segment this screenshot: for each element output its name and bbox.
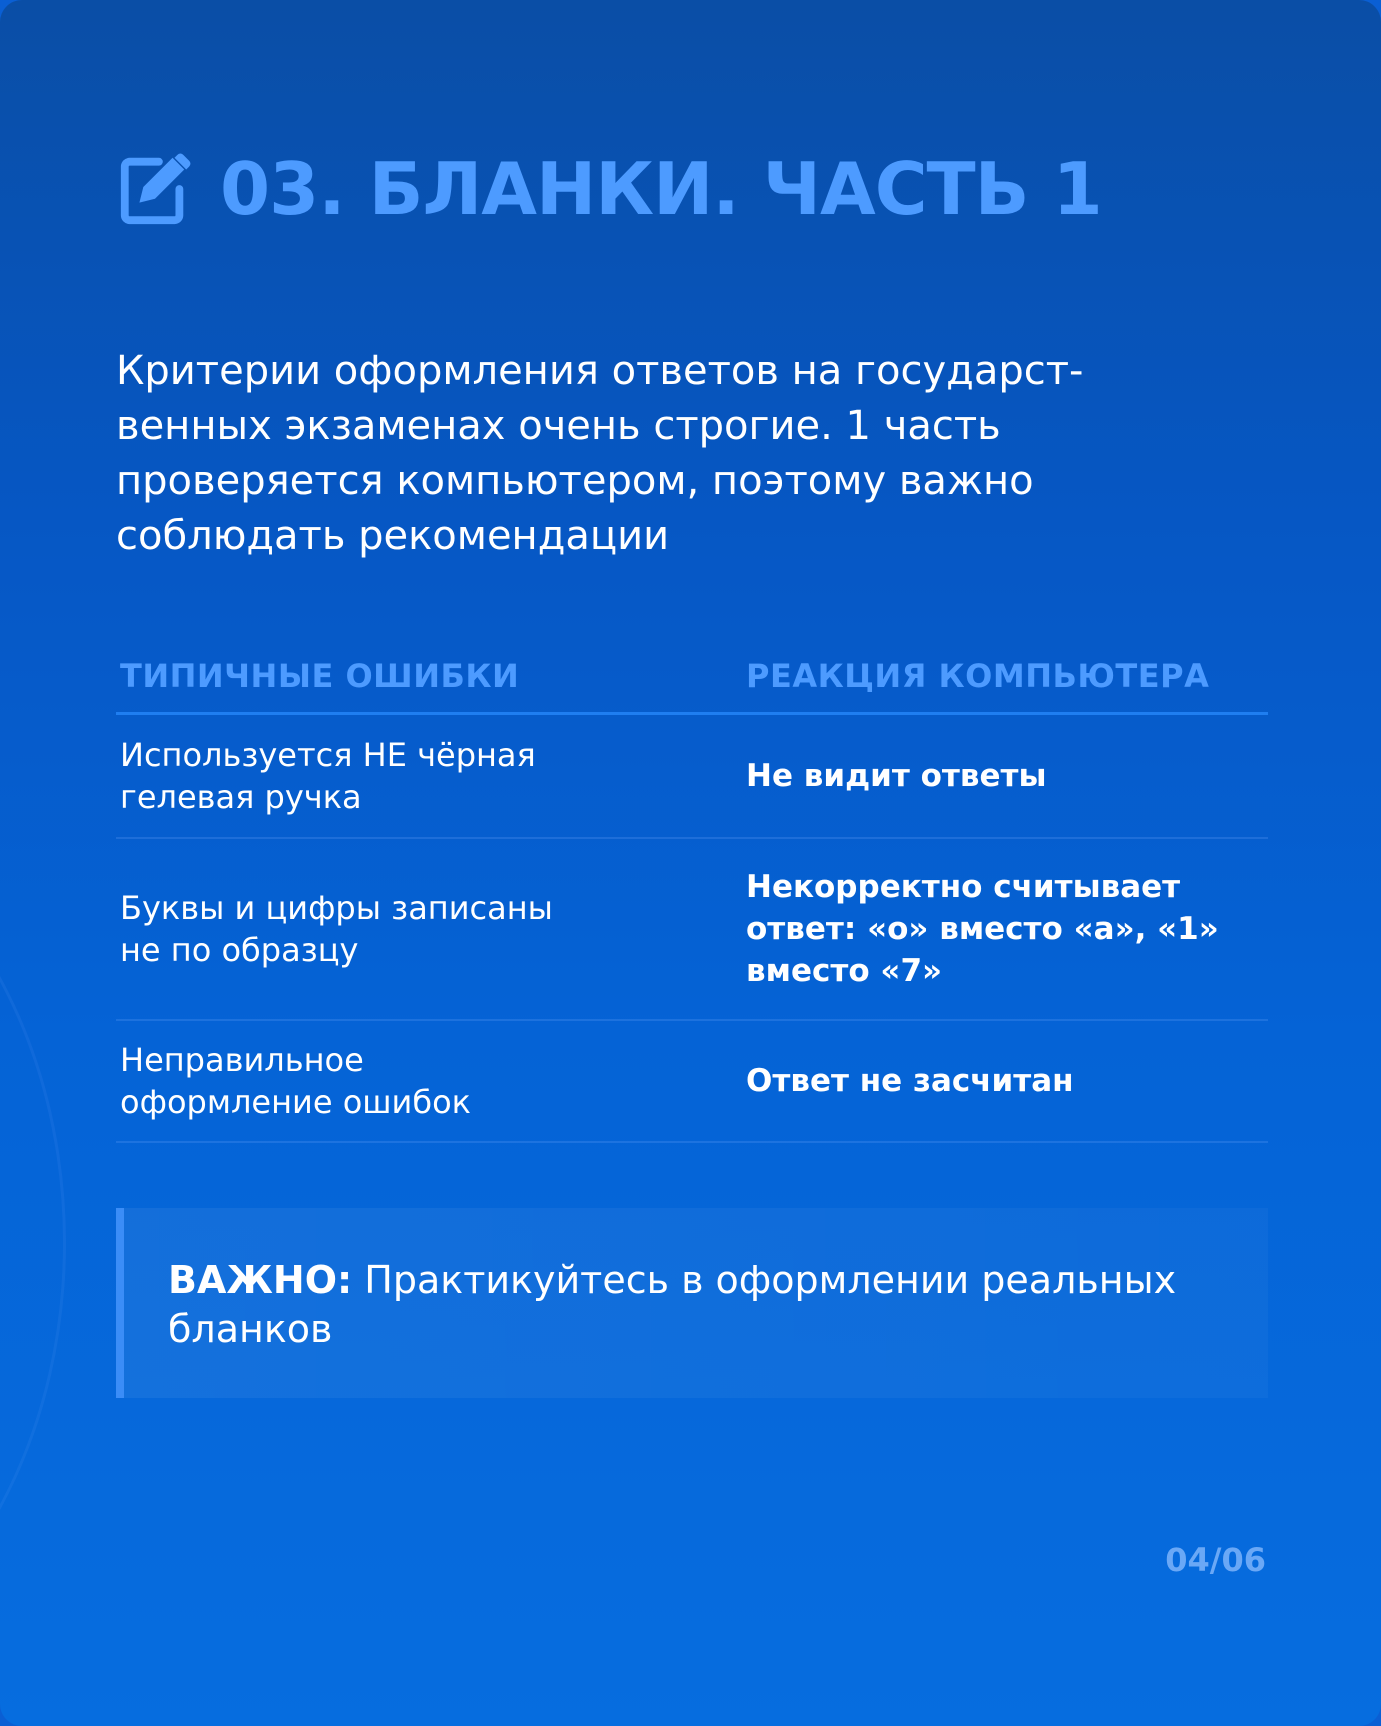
cell-line: Используется НЕ чёрная — [120, 736, 536, 774]
cell-line: вместо «7» — [746, 953, 943, 989]
important-callout — [116, 1208, 1268, 1398]
cell-line: гелевая ручка — [120, 778, 362, 816]
cell-line: Буквы и цифры записаны — [120, 889, 553, 927]
table-row — [116, 715, 1268, 839]
table-header — [116, 640, 1268, 715]
table-row — [116, 1021, 1268, 1143]
cell-line: Неправильное — [120, 1041, 364, 1079]
intro-line: соблюдать рекомендации — [116, 513, 670, 559]
reaction-cell — [746, 1060, 1268, 1102]
edit-icon — [116, 150, 194, 228]
cell-line: оформление ошибок — [120, 1083, 471, 1121]
cell-line: Не видит ответы — [746, 758, 1047, 794]
cell-line: Ответ не засчитан — [746, 1063, 1074, 1099]
mistakes-table — [116, 640, 1268, 1143]
table-row — [116, 839, 1268, 1021]
page-indicator: 04/06 — [1165, 1541, 1266, 1579]
background-arc — [0, 790, 66, 1696]
intro-line: венных экзаменах очень строгие. 1 часть — [116, 403, 1001, 449]
page-title: 03. БЛАНКИ. ЧАСТЬ 1 — [220, 147, 1102, 231]
cell-line: ответ: «о» вместо «а», «1» — [746, 911, 1219, 947]
important-label: ВАЖНО: — [168, 1258, 353, 1302]
mistake-cell — [116, 887, 746, 971]
mistake-cell — [116, 1039, 746, 1123]
important-text: Практикуйтесь в оформлении реальных бланков — [168, 1258, 1177, 1351]
intro-line: проверяется компьютером, поэтому важно — [116, 458, 1034, 504]
cell-line: не по образцу — [120, 931, 359, 969]
column-header-reaction: РЕАКЦИЯ КОМПЬЮТЕРА — [746, 657, 1210, 695]
intro-text — [116, 344, 1266, 564]
column-header-mistakes: ТИПИЧНЫЕ ОШИБКИ — [120, 657, 520, 695]
reaction-cell — [746, 866, 1268, 992]
mistake-cell — [116, 734, 746, 818]
intro-line: Критерии оформления ответов на государст- — [116, 348, 1084, 394]
header — [116, 147, 1102, 231]
reaction-cell — [746, 755, 1268, 797]
cell-line: Некорректно считывает — [746, 869, 1181, 905]
